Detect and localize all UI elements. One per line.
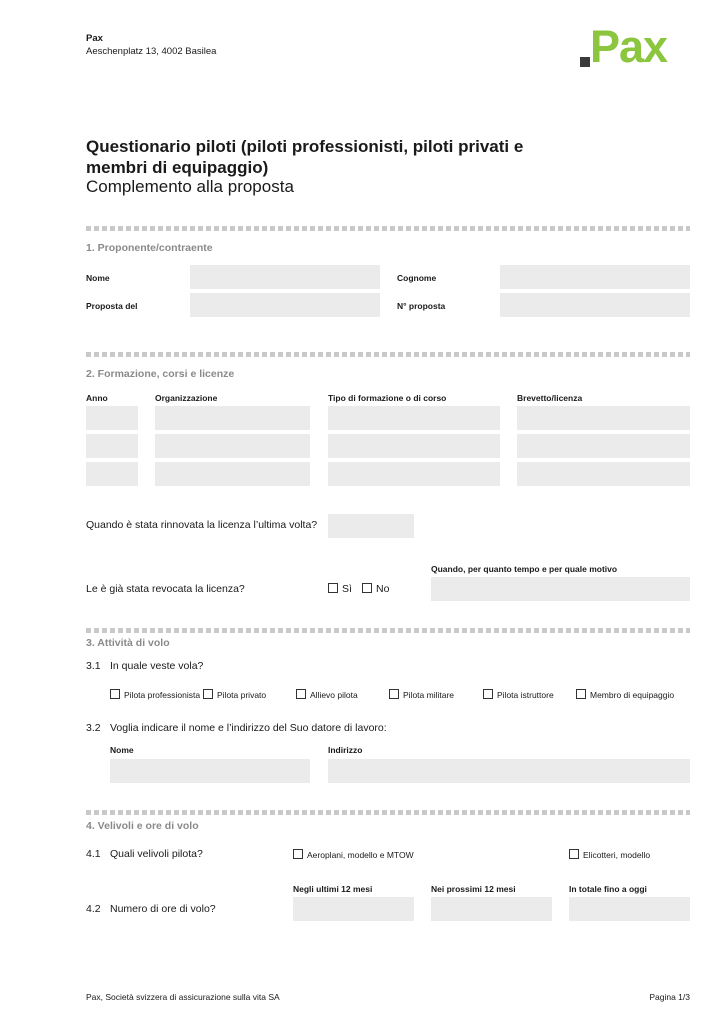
q41-text: Quali velivoli pilota? (110, 848, 203, 860)
role-student-checkbox[interactable] (296, 689, 306, 699)
hours-total-label: In totale fino a oggi (569, 884, 647, 894)
section-divider (86, 226, 690, 231)
training-license-field[interactable] (517, 434, 690, 458)
revoked-detail-field[interactable] (431, 577, 690, 601)
renewal-date-field[interactable] (328, 514, 414, 538)
q31-number: 3.1 (86, 660, 101, 672)
role-professional-checkbox[interactable] (110, 689, 120, 699)
renewal-question: Quando è stata rinnovata la licenza l’ultima volta? (86, 519, 318, 531)
q31-text: In quale veste vola? (110, 660, 204, 672)
role-military-checkbox[interactable] (389, 689, 399, 699)
training-org-field[interactable] (155, 462, 310, 486)
training-type-field[interactable] (328, 406, 500, 430)
q42-text: Numero di ore di volo? (110, 903, 216, 915)
hours-total-field[interactable] (569, 897, 690, 921)
revoked-yes-checkbox[interactable] (328, 583, 338, 593)
employer-name-field[interactable] (110, 759, 310, 783)
q41-number: 4.1 (86, 848, 101, 860)
section1-title: 1. Proponente/contraente (86, 242, 213, 254)
role-instructor-label: Pilota istruttore (497, 690, 554, 700)
role-military-label: Pilota militare (403, 690, 455, 700)
hours-last12-field[interactable] (293, 897, 414, 921)
section-divider (86, 810, 690, 815)
cognome-field[interactable] (500, 265, 690, 289)
employer-address-label: Indirizzo (328, 745, 363, 755)
pax-logo (580, 21, 692, 72)
n-proposta-field[interactable] (500, 293, 690, 317)
training-org-field[interactable] (155, 406, 310, 430)
nome-field[interactable] (190, 265, 380, 289)
proposta-del-label: Proposta del (86, 301, 138, 311)
company-name: Pax (86, 33, 103, 44)
page-subtitle: Complemento alla proposta (86, 177, 294, 196)
section2-title: 2. Formazione, corsi e licenze (86, 368, 235, 380)
role-private-label: Pilota privato (217, 690, 267, 700)
hours-next12-label: Nei prossimi 12 mesi (431, 884, 516, 894)
col-anno: Anno (86, 393, 108, 403)
page-title: Questionario piloti (piloti professionisti, piloti privati e membri di equipaggio) (86, 137, 524, 177)
role-professional-label: Pilota professionista (124, 690, 201, 700)
training-anno-field[interactable] (86, 434, 138, 458)
n-proposta-label: N° proposta (397, 301, 446, 311)
hours-next12-field[interactable] (431, 897, 552, 921)
training-license-field[interactable] (517, 462, 690, 486)
training-org-field[interactable] (155, 434, 310, 458)
revoked-no-checkbox[interactable] (362, 583, 372, 593)
aircraft-planes-checkbox[interactable] (293, 849, 303, 859)
training-type-field[interactable] (328, 462, 500, 486)
aircraft-heli-label: Elicotteri, modello (583, 850, 651, 860)
cognome-label: Cognome (397, 273, 437, 283)
section-divider (86, 628, 690, 633)
revoked-question: Le è già stata revocata la licenza? (86, 583, 245, 595)
proposta-del-field[interactable] (190, 293, 380, 317)
logo-dot (580, 57, 590, 67)
training-anno-field[interactable] (86, 406, 138, 430)
section4-title: 4. Velivoli e ore di volo (86, 820, 199, 832)
col-tipo-formazione: Tipo di formazione o di corso (328, 393, 447, 403)
training-license-field[interactable] (517, 406, 690, 430)
role-private-checkbox[interactable] (203, 689, 213, 699)
footer-company: Pax, Società svizzera di assicurazione sulla vita SA (86, 992, 280, 1002)
role-crew-label: Membro di equipaggio (590, 690, 675, 700)
q32-number: 3.2 (86, 722, 101, 734)
role-student-label: Allievo pilota (310, 690, 358, 700)
aircraft-heli-checkbox[interactable] (569, 849, 579, 859)
q42-number: 4.2 (86, 903, 101, 915)
training-anno-field[interactable] (86, 462, 138, 486)
company-address: Aeschenplatz 13, 4002 Basilea (86, 46, 217, 57)
nome-label: Nome (86, 273, 110, 283)
revoked-no-label: No (376, 583, 390, 595)
revoked-yes-label: Sì (342, 583, 352, 595)
col-organizzazione: Organizzazione (155, 393, 218, 403)
logo-word: Pax (590, 21, 668, 72)
revoked-detail-label: Quando, per quanto tempo e per quale motivo (431, 564, 618, 574)
role-crew-checkbox[interactable] (576, 689, 586, 699)
employer-address-field[interactable] (328, 759, 690, 783)
role-instructor-checkbox[interactable] (483, 689, 493, 699)
section-divider (86, 352, 690, 357)
section3-title: 3. Attività di volo (86, 637, 170, 649)
training-type-field[interactable] (328, 434, 500, 458)
page-number: Pagina 1/3 (649, 992, 690, 1002)
q32-text: Voglia indicare il nome e l’indirizzo del Suo datore di lavoro: (110, 722, 387, 734)
employer-name-label: Nome (110, 745, 134, 755)
aircraft-planes-label: Aeroplani, modello e MTOW (307, 850, 414, 860)
col-brevetto: Brevetto/licenza (517, 393, 583, 403)
hours-last12-label: Negli ultimi 12 mesi (293, 884, 373, 894)
